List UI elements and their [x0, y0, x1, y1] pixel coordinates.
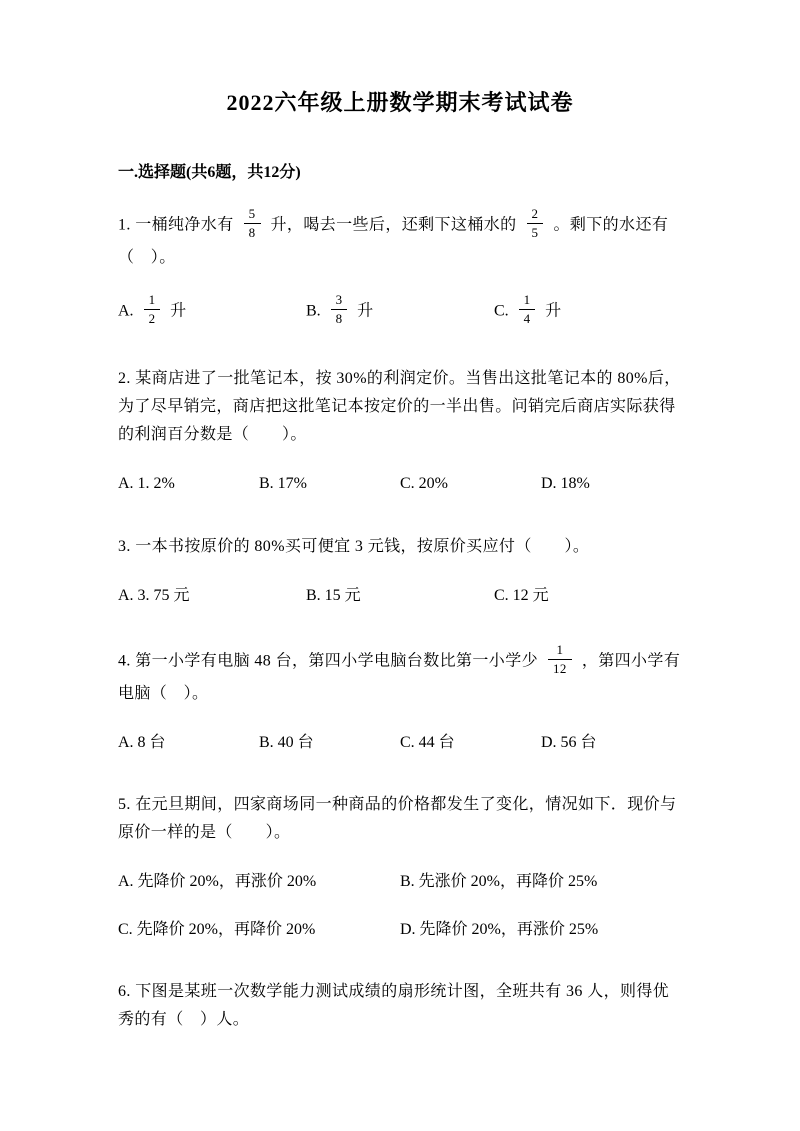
text-segment: B. 先涨价 20%，再降价 25%: [400, 873, 598, 891]
text-segment: A.: [118, 301, 134, 319]
text-segment: 1. 一桶纯净水有: [118, 216, 234, 234]
question: [118, 533, 682, 609]
option: [118, 471, 259, 497]
text-segment: 4. 第一小学有电脑 48 台，第四小学电脑台数比第一小学少: [118, 652, 539, 670]
text-segment: ，第四小学有电脑（ ）。: [118, 652, 681, 702]
option: [259, 471, 400, 497]
fraction-denominator: 2: [148, 310, 156, 326]
text-segment: B.: [306, 301, 321, 319]
question: [118, 365, 682, 497]
question-stem: [118, 365, 682, 449]
option: [306, 583, 494, 609]
text-segment: D. 18%: [541, 475, 590, 492]
fraction-denominator: 8: [335, 310, 343, 326]
option: [118, 869, 400, 895]
question: [118, 644, 682, 755]
fraction-denominator: 4: [523, 310, 531, 326]
fraction: [144, 292, 161, 328]
option: [118, 583, 306, 609]
text-segment: A. 8 台: [118, 733, 166, 751]
option: [400, 869, 682, 895]
text-segment: C. 44 台: [400, 733, 455, 751]
text-segment: A. 3. 75 元: [118, 586, 190, 604]
option: [541, 471, 682, 497]
text-segment: A. 先降价 20%，再涨价 20%: [118, 873, 317, 891]
fraction: [519, 292, 536, 328]
fraction-denominator: 5: [531, 225, 539, 241]
questions-list: [118, 208, 682, 1034]
fraction-numerator: 1: [519, 292, 536, 310]
text-segment: 升: [170, 301, 187, 319]
text-segment: B. 40 台: [259, 733, 314, 751]
fraction: [244, 206, 261, 242]
option: [400, 730, 541, 756]
question: [118, 208, 682, 329]
question-stem: [118, 208, 682, 272]
option: [400, 471, 541, 497]
fraction-numerator: 1: [548, 642, 572, 660]
text-segment: B. 15 元: [306, 586, 361, 604]
fraction: [548, 642, 572, 678]
text-segment: C. 12 元: [494, 586, 549, 604]
text-segment: 2. 某商店进了一批笔记本，按 30%的利润定价。当售出这批笔记本的 80%后，为了尽早销完，商店把这批笔记本按定价的一半出售。问销完后商店实际获得的利润百分数是（ ）。: [118, 370, 681, 443]
options-row: [118, 583, 682, 609]
text-segment: 升，喝去一些后，还剩下这桶水的: [270, 216, 517, 234]
option: [259, 730, 400, 756]
question-stem: [118, 533, 682, 561]
options-row: [118, 730, 682, 756]
text-segment: 3. 一本书按原价的 80%买可便宜 3 元钱，按原价买应付（ ）。: [118, 537, 590, 555]
fraction-numerator: 5: [244, 206, 261, 224]
question-stem: [118, 978, 682, 1034]
option: [118, 291, 306, 330]
question-stem: [118, 791, 682, 847]
fraction-numerator: 1: [144, 292, 161, 310]
section-header: 一.选择题(共6题，共12分): [118, 164, 301, 181]
text-segment: 5. 在元旦期间，四家商场同一种商品的价格都发生了变化，情况如下．现价与原价一样的是（ ）。: [118, 796, 677, 842]
fraction: [331, 292, 348, 328]
options-row: [118, 291, 682, 330]
text-segment: C. 20%: [400, 475, 448, 492]
text-segment: D. 先降价 20%，再涨价 25%: [400, 920, 599, 938]
option: [306, 291, 494, 330]
text-segment: D. 56 台: [541, 733, 597, 751]
options-row: [118, 869, 682, 895]
option: [118, 730, 259, 756]
fraction-numerator: 3: [331, 292, 348, 310]
question: [118, 978, 682, 1034]
options-row: [118, 917, 682, 943]
text-segment: 升: [545, 301, 562, 319]
fraction-denominator: 12: [553, 661, 567, 677]
text-segment: 升: [357, 301, 374, 319]
fraction-denominator: 8: [248, 225, 256, 241]
text-segment: A. 1. 2%: [118, 475, 175, 492]
option: [400, 917, 682, 943]
option: [118, 917, 400, 943]
text-segment: 6. 下图是某班一次数学能力测试成绩的扇形统计图，全班共有 36 人，则得优秀的有（ ）人。: [118, 983, 670, 1029]
fraction: [527, 206, 544, 242]
fraction-numerator: 2: [527, 206, 544, 224]
option: [541, 730, 682, 756]
text-segment: C.: [494, 301, 509, 319]
text-segment: C. 先降价 20%，再降价 20%: [118, 920, 316, 938]
option: [494, 583, 682, 609]
option: [494, 291, 682, 330]
text-segment: 。剩下的水还有（ ）。: [118, 216, 669, 266]
text-segment: B. 17%: [259, 475, 307, 492]
page-title: 2022六年级上册数学期末考试试卷: [226, 90, 574, 115]
options-row: [118, 471, 682, 497]
question-stem: [118, 644, 682, 708]
question: [118, 791, 682, 942]
